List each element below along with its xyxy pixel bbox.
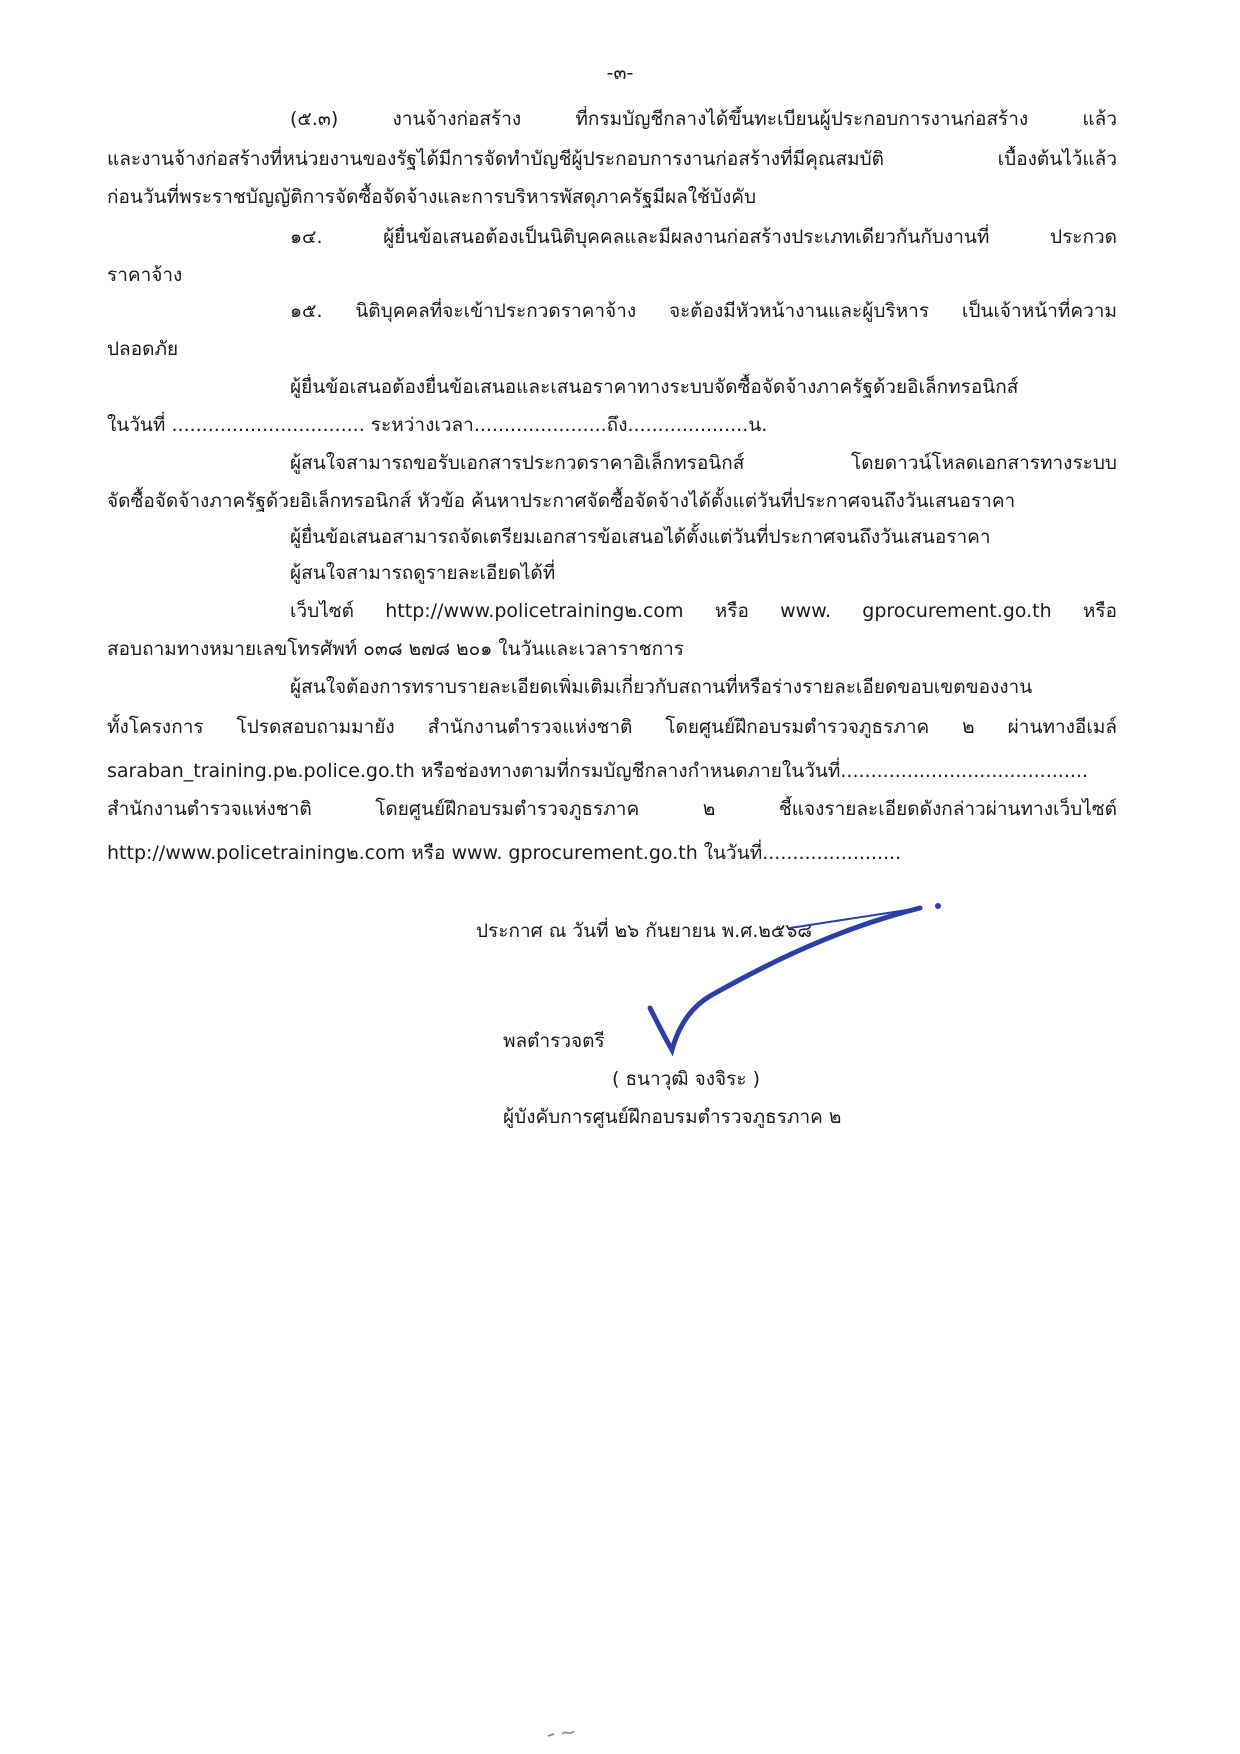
section-5-3-line-2: และงานจ้างก่อสร้างที่หน่วยงานของรัฐได้มีการจัดทำบัญชีผู้ประกอบการงานก่อสร้างที่มีคุณสมบัติ เบื้องต้นไว้แล้ว xyxy=(107,148,1117,170)
item-15-line-1: ๑๕. นิติบุคคลที่จะเข้าประกวดราคาจ้าง จะต้องมีหัวหน้างานและผู้บริหาร เป็นเจ้าหน้าที่ความ xyxy=(290,300,1117,322)
inquiry-line-2: ทั้งโครงการ โปรดสอบถามมายัง สำนักงานตำรวจแห่งชาติ โดยศูนย์ฝึกอบรมตำรวจภูธรภาค ๒ ผ่านทางอีเมล์ xyxy=(107,716,1117,738)
website-line-1: เว็บไซต์ http://www.policetraining๒.com หรือ www. gprocurement.go.th หรือ xyxy=(290,600,1117,622)
footer-ink-mark xyxy=(540,1722,590,1742)
submission-line-2: ในวันที่ ................................ ระหว่างเวลา......................ถึง....................น. xyxy=(107,414,768,436)
inquiry-line-3: saraban_training.p๒.police.go.th หรือช่องทางตามที่กรมบัญชีกลางกำหนดภายในวันที่......................................... xyxy=(107,760,1088,782)
signature-underline xyxy=(790,908,920,928)
inquiry-line-4: สำนักงานตำรวจแห่งชาติ โดยศูนย์ฝึกอบรมตำรวจภูธรภาค ๒ ชี้แจงรายละเอียดดังกล่าวผ่านทางเว็บไซต์ xyxy=(107,798,1117,820)
submission-line-1: ผู้ยื่นข้อเสนอต้องยื่นข้อเสนอและเสนอราคาทางระบบจัดซื้อจัดจ้างภาครัฐด้วยอิเล็กทรอนิกส์ xyxy=(290,376,1019,398)
footer-ink-stroke xyxy=(548,1731,574,1736)
page-number: -๓- xyxy=(606,62,634,84)
inquiry-line-1: ผู้สนใจต้องการทราบรายละเอียดเพิ่มเติมเกี่ยวกับสถานที่หรือร่างรายละเอียดขอบเขตของงาน xyxy=(290,676,1033,698)
inquiry-line-5: http://www.policetraining๒.com หรือ www. gprocurement.go.th ในวันที่....................... xyxy=(107,842,902,864)
signature-stroke xyxy=(650,908,920,1050)
item-15-line-2: ปลอดภัย xyxy=(107,338,179,360)
signer-position: ผู้บังคับการศูนย์ฝึกอบรมตำรวจภูธรภาค ๒ xyxy=(503,1106,842,1128)
announcement-date: ประกาศ ณ วันที่ ๒๖ กันยายน พ.ศ.๒๕๖๘ xyxy=(476,920,812,942)
prepare-text: ผู้ยื่นข้อเสนอสามารถจัดเตรียมเอกสารข้อเสนอได้ตั้งแต่วันที่ประกาศจนถึงวันเสนอราคา xyxy=(290,526,991,548)
signature-scribble xyxy=(620,878,960,1068)
section-5-3-line-1: (๕.๓) งานจ้างก่อสร้าง ที่กรมบัญชีกลางได้ขึ้นทะเบียนผู้ประกอบการงานก่อสร้าง แล้ว xyxy=(290,108,1117,130)
signer-name: ( ธนาวุฒิ จงจิระ ) xyxy=(612,1068,760,1090)
item-14-line-2: ราคาจ้าง xyxy=(107,264,183,286)
download-line-2: จัดซื้อจัดจ้างภาครัฐด้วยอิเล็กทรอนิกส์ หัวข้อ ค้นหาประกาศจัดซื้อจัดจ้างได้ตั้งแต่วันที่ประกาศจนถึงวันเสนอราคา xyxy=(107,490,1016,512)
item-14-line-1: ๑๔. ผู้ยื่นข้อเสนอต้องเป็นนิติบุคคลและมีผลงานก่อสร้างประเภทเดียวกันกับงานที่ ประกวด xyxy=(290,226,1117,248)
signer-rank: พลตำรวจตรี xyxy=(503,1030,605,1052)
website-line-2: สอบถามทางหมายเลขโทรศัพท์ ๐๓๘ ๒๗๘ ๒๐๑ ในวันและเวลาราชการ xyxy=(107,638,684,660)
section-5-3-line-3: ก่อนวันที่พระราชบัญญัติการจัดซื้อจัดจ้างและการบริหารพัสดุภาครัฐมีผลใช้บังคับ xyxy=(107,186,757,208)
download-line-1: ผู้สนใจสามารถขอรับเอกสารประกวดราคาอิเล็กทรอนิกส์ โดยดาวน์โหลดเอกสารทางระบบ xyxy=(290,452,1117,474)
details-text: ผู้สนใจสามารถดูรายละเอียดได้ที่ xyxy=(290,562,556,584)
signature-dot xyxy=(935,903,941,909)
